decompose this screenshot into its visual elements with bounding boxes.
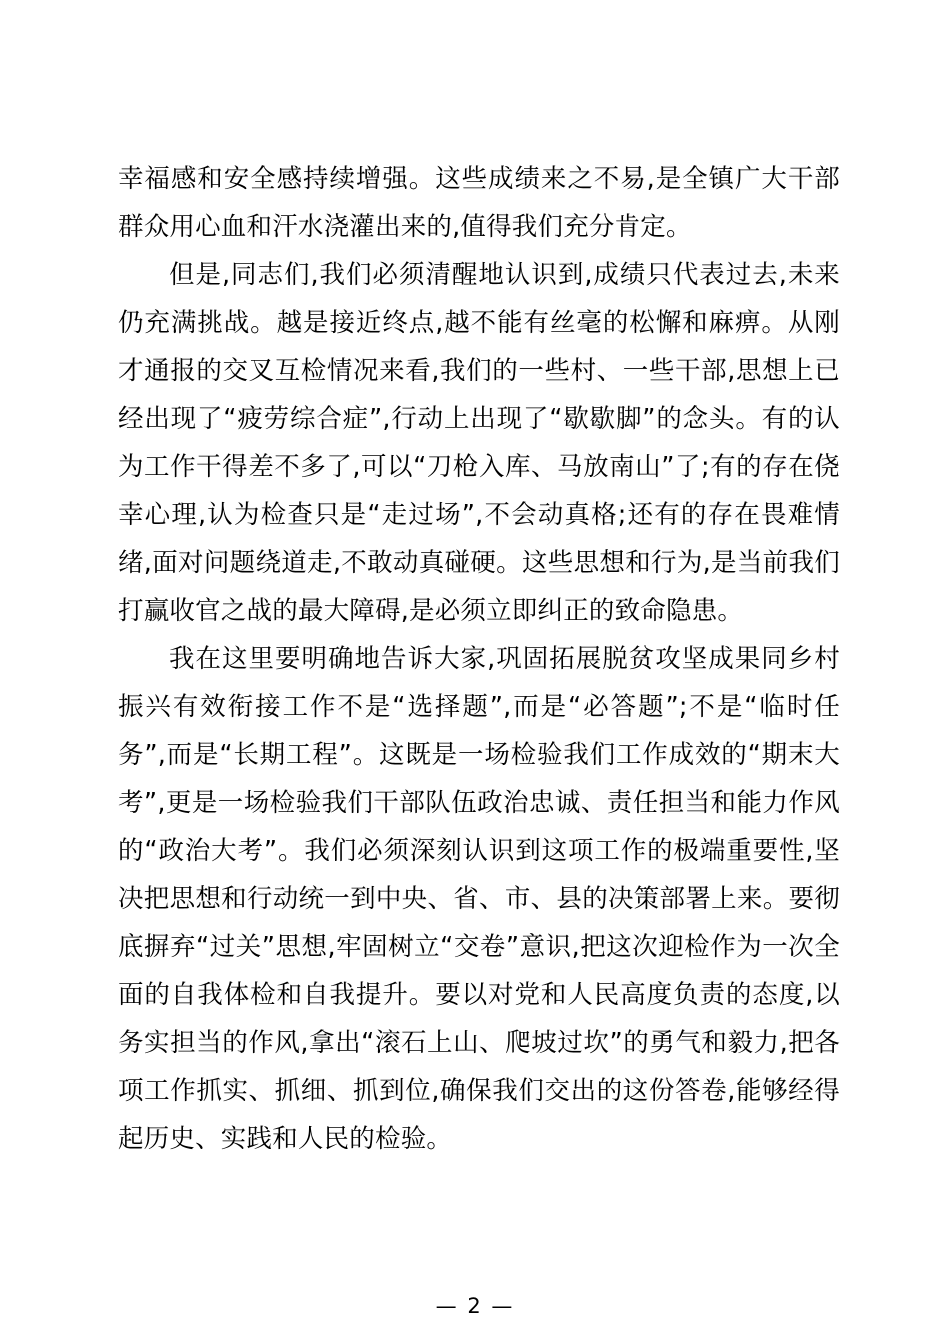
paragraph-1: 幸福感和安全感持续增强。这些成绩来之不易,是全镇广大干部群众用心血和汗水浇灌出来的,值得我们充分肯定。 bbox=[118, 164, 840, 242]
document-body bbox=[118, 155, 840, 1163]
paragraph-2: 但是,同志们,我们必须清醒地认识到,成绩只代表过去,未来仍充满挑战。越是接近终点,越不能有丝毫的松懈和麻痹。从刚才通报的交叉互检情况来看,我们的一些村、一些干部,思想上已经出现了“疲劳综合症”,行动上出现了“歇歇脚”的念头。有的认为工作干得差不多了,可以“刀枪入库、马放南山”了;有的存在侥幸心理,认为检查只是“走过场”,不会动真格;还有的存在畏难情绪,面对问题绕道走,不敢动真碰硬。这些思想和行为,是当前我们打赢收官之战的最大障碍,是必须立即纠正的致命隐患。 bbox=[118, 260, 840, 626]
page-number: — 2 — bbox=[435, 1294, 515, 1318]
paragraph-3: 我在这里要明确地告诉大家,巩固拓展脱贫攻坚成果同乡村振兴有效衔接工作不是“选择题”,而是“必答题”;不是“临时任务”,而是“长期工程”。这既是一场检验我们工作成效的“期末大考”,更是一场检验我们干部队伍政治忠诚、责任担当和能力作风的“政治大考”。我们必须深刻认识到这项工作的极端重要性,坚决把思想和行动统一到中央、省、市、县的决策部署上来。要彻底摒弃“过关”思想,牢固树立“交卷”意识,把这次迎检作为一次全面的自我体检和自我提升。要以对党和人民高度负责的态度,以务实担当的作风,拿出“滚石上山、爬坡过坎”的勇气和毅力,把各项工作抓实、抓细、抓到位,确保我们交出的这份答卷,能够经得起历史、实践和人民的检验。 bbox=[118, 644, 840, 1154]
